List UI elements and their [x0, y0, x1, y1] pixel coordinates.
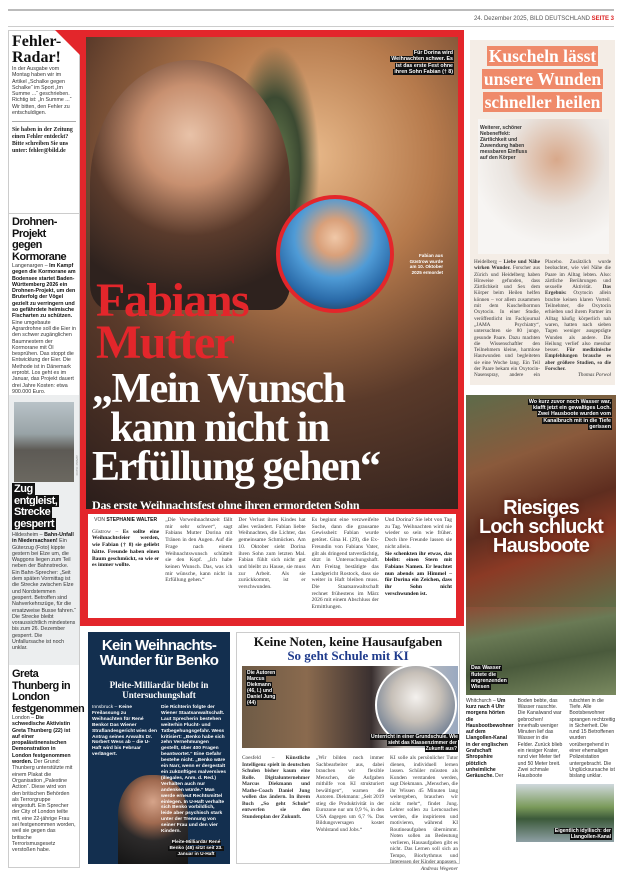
author-signature: Andreas Wegener [420, 865, 458, 872]
article-paragraph: KI solle als persönlicher Tutor dienen, individuell lernen lassen. Schüler müssten als Kunden verstanden werden, sagt Diekmann. „Menschen, die ihr Wissen 45 Minuten lang weitergeben, brauchen wir nicht mehr“, findet Jung. Lehrer sollen zu Lerncoaches werden, die inspirieren und motivieren, während KI Routineaufgaben übernimmt. [390, 755, 458, 833]
photo-credit: FOTO: PRIVAT [75, 455, 79, 476]
headline-line: „Mein Wunsch [92, 366, 345, 412]
subheadline: Das erste Weihnachtsfest ohne ihren ermordeten Sohn [92, 498, 360, 512]
couple-photo-caption: Weiterer, schöner Nebeneffekt: Zärtlichkeit und Zuwendung haben messbaren Einfluss auf den Körper [480, 125, 528, 161]
kuscheln-headline [474, 46, 611, 113]
dateline-place: Whitchurch – [466, 697, 496, 704]
caption-text: Das Wasser flutete die angrenzenden Wiesen [471, 665, 507, 691]
hausboote-article-body [466, 698, 616, 780]
article-paragraph: Der Verlust ihres Kindes hat alles verändert. Fabian liebte Weihnachten, die Lichter, das gemeinsame Schmücken. Am 10. Oktober sieht Dorina ihren Sohn zum letzten Mal. Fabian fühlt sich nicht gut und bleibt zu Hause, sie muss zur Arbeit. Als sie zurückkommt, ist er verschwunden. [238, 517, 306, 591]
zug-text: Ein Güterzug (Foto) kippte gestern bei Elze um, die Waggons liegen zum Teil neben der Bahnstrecke. Ein Bahn-Sprecher: „Seit dem späten Vormittag ist die Strecke zwischen Elze und Nordstemmen gesperrt. Betroffen sind Nahverkehrszüge, für die ersatzweise Busse fahren.“ Die Strecke bleibt voraussichtlich mindestens bis zum 26. Dezember gesperrt. Die Unfallursache ist noch unklar. [12, 538, 76, 652]
canal-idyll-photo [516, 784, 614, 842]
authors-caption [246, 670, 278, 706]
zug-place: Hildesheim – [12, 532, 43, 538]
zug-title [12, 484, 76, 530]
red-band [80, 622, 464, 626]
headline-line: schneller heilen [484, 92, 601, 112]
article-paragraph: Und Dorina? Sie lebt von Tag zu Tag. Weihnachten wird nie wieder so sein wie früher. Doch ihre Freunde lassen sie nicht allein. [384, 517, 453, 550]
article-paragraph: Es beginnt eine verzweifelte Suche, dann die grausame Gewissheit: Fabian wurde getötet. Gina H. (29), die Ex-Freundin von Fabians Vater, gilt als dringend tatverdächtig, sitzt in Untersuchungshaft. Am Freitag bestätigte das Landgericht Rostock, dass sie weiter in Haft bleiben muss. Die Staatsanwaltschaft rechnet frühestens im März 2026 mit einem Abschluss der Ermittlungen. [311, 517, 379, 611]
kicker-line: Mutter [96, 316, 234, 369]
benko-subheadline: Pleite-Milliardär bleibt in Untersuchungshaft [109, 680, 209, 700]
zug-title-text: Zug entgleist, Strecke gesperrt [14, 483, 58, 530]
dateline-place: Heidelberg – [474, 259, 502, 265]
headline-line: Hausboote [492, 534, 590, 557]
author-signature: Thomas Porwol [577, 372, 611, 379]
headline-line: kann nicht in [110, 405, 329, 451]
kicker-line: Fabians [96, 274, 249, 327]
article-lead: Um kurz nach 4 Uhr morgens hörten die Hausbootbewohner auf dem Llangollen-Kanal in der englischen Grafschaft Shropshire plötzlich unheimliche Geräusche. [466, 697, 514, 780]
top-rule [8, 9, 614, 11]
classroom-caption [370, 734, 458, 752]
headline-line: Kuscheln lässt [488, 46, 597, 66]
couple-photo [478, 119, 609, 254]
article-paragraph: Betroffenen wurden vorübergehend in einer ehemaligen Polizeistation untergebracht. Die Unglücksursache ist bislang unklar. [569, 729, 615, 780]
caption-text: Pleite-Milliardär René Benko (48) sitzt seit 23. Januar in U-Haft [169, 840, 223, 857]
kicker [96, 274, 249, 369]
fehler-radar-text: In der Ausgabe vom Montag haben wir im Artikel „Schalke gegen Schalke“ im Sport „Im Summe ...“ geschrieben. Richtig ist: „In Summe ...“ Wir bitten, den Fehler zu entschuldigen. [12, 66, 72, 117]
canal-caption [530, 828, 612, 840]
article-lead: Es sollte eine Weihnachtsfeier werden, wie Fabian († 8) sie geliebt hätte. Freunde haben einen Baum geschmückt, so wie er es immer wollte. [92, 528, 160, 569]
dateline-place: Güstrow – [92, 528, 119, 535]
byline [92, 517, 159, 524]
zug-lead: Bahn-Unfall in Niedersachsen! [12, 532, 74, 545]
article-closing: Sie schenkten ihr etwas, das bleibt: einen Stern mit Fabians Namen. Er leuchtet nun abends am Himmel – für Dorina ein Zeichen, dass ihr Sohn nicht verschwunden ist. [384, 550, 453, 597]
drohnen-title: Drohnen-Projekt gegen Kormorane [12, 216, 67, 263]
drohnen-lead: Im Kampf gegen die Kormorane am Bodensee startet Baden-Württemberg 2026 ein Drohnen-Projekt, um den Bruterfolg der Vögel gezielt zu verringern und so gefährdete heimische Fischarten zu schützen. [12, 263, 76, 320]
article-paragraph: Die Richterin folgte der Wiener Staatsanwaltschaft. Laut Sprecherin bestehen weiterhin Flucht- und Tatbegehungsgefahr. Wess kritisiert: „Benko habe sich zehn Vernehmungen gestellt, über 400 Fragen beantwortet.“ Eine Gefahr bestehe nicht. „Benko wäre ein Narr, wenn er dergestalt ein zukünftiges malversives (illegales, Anm. d. Red.) Verhalten auch nur andenken würde.“ Man werde erneut Rechtsmittel einlegen. [161, 705, 226, 805]
ki-headline [236, 635, 460, 663]
water-caption [470, 665, 514, 690]
header-divider [8, 26, 614, 27]
headline [92, 366, 380, 490]
article-paragraph: „Wir bilden noch immer Sachbearbeiter aus, dabei brauchen wir flexible Menschen, die Aufgaben mithilfe von KI strukturiert bewältigen“, warnen die Autoren. Diekmann: „Seit 2019 stieg die Produktivität in der Eurozone nur um 0,9 %, in den USA dagegen um 6,7 %. Das Bildungsversagen kostet Wohlstand und Jobs.“ [316, 755, 384, 833]
greta-lead: Die schwedische Aktivistin Greta Thunberg (22) ist auf einer propalästinensischen Demonstration in London festgenommen worden. [12, 715, 71, 766]
caption-text: Unterricht in einer Grundschule. Wie sieht das Klassenzimmer der Zukunft aus? [371, 734, 458, 752]
divider [12, 121, 76, 122]
benko-article-body [92, 705, 226, 835]
kuscheln-box [470, 40, 615, 385]
hausboote-headline [476, 496, 606, 557]
byline-author: STEPHANIE WALTER [106, 517, 158, 523]
caption-text: Eigentlich idyllisch: der Llangollen-Kanal [554, 827, 611, 840]
kuscheln-article-body [474, 259, 611, 379]
drohnen-place: Langenargen – [12, 263, 48, 269]
article-closing: Für medizinische Empfehlungen brauche es aber größere Studien, so die Forscher. [545, 347, 611, 373]
article-lead: Keine Freilassung zu Weihnachten für René Benko! Das Wiener Straflandesgericht wies den Antrag seines Anwalts Dr. Norbert Wess ab – die U-Haft wird bis Februar verlängert. [92, 705, 157, 758]
article-paragraph: In einer Studie, veröffentlicht im Fachjournal „JAMA Psychiatry“, untersuchten sie 80 junge, gesunde Paare. Dazu machten die Wissenschaftler den Teilnehmern kleine, harmlose Hautwunden und begleiteten sie eine Woche lang. Ein Teil der Paare bekam ein Oxytocin-Nasenspray, andere ein Placebo. Zusätzlich wurde beobachtet, wie viel Nähe die Paare im Alltag lebten. Also: zärtliche Berührungen und sexuelle Aktivität. [474, 259, 611, 379]
article-paragraph: „Die Vorweihnachtszeit fällt mir sehr schwer“, sagt Fabians Mutter Dorina mit Tränen in den Augen. Auf die Frage nach einem Weihnachtswunsch schüttelt sie den Kopf. „Ich habe keinen Wunsch. Das, was ich mir wünsche, kann nicht in Erfüllung gehen.“ [165, 517, 233, 584]
page-number: SEITE 3 [591, 16, 614, 22]
drohnen-article [12, 217, 76, 395]
article-paragraph: In U-Haft verhalte sich Benko vorbildlich, leide aber psychisch stark unter der Trennung von seiner Frau und den vier Kindern. [161, 799, 225, 835]
main-article-body [88, 514, 456, 618]
headline-line: unsere Wunden [483, 69, 602, 89]
divider [9, 213, 79, 214]
ki-title: Keine Noten, keine Hausaufgaben [253, 634, 443, 649]
ki-article-body [242, 755, 458, 872]
mother-photo-caption [388, 50, 454, 75]
headline-line: Riesiges [503, 496, 579, 519]
drohnen-text: Eine umgebaute Agrardrohne soll die Eier in den schwer zugänglichen Baumnestern der Kormorane mit Öl besprühen. Das stoppt die Entwicklung der Eier. Die Methode ist in Dänemark erprobt. Los geht es im Januar, das Projekt dauert drei Jahre Kosten: etwa 900.000 Euro. [12, 319, 76, 395]
article-paragraph: Forscher aus Zürich und Heidelberg haben Hinweise gefunden, dass Zärtlichkeit und Sex dem Körper beim Heilen helfen können – vor allem zusammen mit dem Kuschelhormon Oxytocin. [474, 265, 540, 316]
greta-article [12, 668, 85, 854]
issue-date: 24. Dezember 2025, BILD DEUTSCHLAND [473, 16, 590, 22]
ki-subtitle: So geht Schule mit KI [287, 648, 409, 663]
canal-breach-caption [520, 399, 612, 430]
byline-prefix: VON [94, 517, 105, 523]
fehler-radar-title: Fehler-Radar! [12, 33, 62, 66]
caption-text: Wo kurz zuvor noch Wasser war, klafft jetzt ein gewaltiges Loch. Zwei Hausboote wurden vom Kanalbruch mit in die Tiefe gerissen [528, 398, 611, 430]
headline-line: Erfüllung gehen“ [92, 444, 380, 490]
right-column [466, 40, 616, 842]
benko-photo-caption [165, 840, 227, 857]
fehler-radar-box [12, 34, 76, 155]
caption-text: Für Dorina wird Weihnachten schwer. Es ist das erste Fest ohne ihren Sohn Fabian († 8) [391, 50, 453, 75]
dateline-place: Coesfeld – [242, 755, 275, 761]
article-paragraph: Oxytocin allein brachte keinen klaren Vorteil. Teilnehmer, die Oxytocin erhielten und ihrem Partner im Alltag häufig körperlich nah waren, hatten nach sieben Tagen weniger ausgeprägte Wunden als andere. Die Heilung verlief also messbar besser. [545, 290, 611, 354]
greta-title: Greta Thunberg in London festgenommen [12, 668, 85, 715]
flooded-meadow-photo [466, 607, 616, 695]
article-paragraph: Noten sollen an Bedeutung verlieren, Hausaufgaben gibt es nicht. Das Lernen soll sich an Tempo, Biorhythmus und Interessen der Kinder anpassen. [390, 833, 458, 865]
mother-figure-image [90, 60, 290, 310]
canal-breach-photo [466, 395, 616, 607]
caption-text: Die Autoren Marcus Diekmann (46, l.) und Daniel Jung (44) [247, 670, 276, 706]
boy-photo [276, 195, 394, 313]
dateline-place: Innsbruck – [92, 705, 118, 710]
fehler-radar-contact: Sie haben in der Zeitung einen Fehler entdeckt? Bitte schreiben Sie uns unter: fehler@bild.de [12, 127, 73, 154]
greta-place: London – [12, 715, 35, 721]
headline-line: Loch schluckt [478, 515, 604, 538]
article-lead: Künstliche Intelligenz spielt in deutschen Schulen bisher kaum eine Rolle. Digitalunternehmer Marcus Diekmann und Mathe-Coach Daniel Jung wollen das ändern. In ihrem Buch „So geht Schule“ entwerfen sie den Stundenplan der Zukunft. [242, 755, 310, 820]
train-photo [14, 402, 74, 482]
article-paragraph: Der Boden bebte, das Wasser rauschte. Die Kanalwand war gebrochen! Innerhalb weniger Minuten lief das Wasser in die Felder. Zurück blieb ein riesiger Krater, rund vier Meter tief und 50 Meter breit. Zwei schmale Hausboote rutschten in die Tiefe. Alle Bootsbewohner sprangen rechtzeitig in Sicherheit. Die rund 15 [495, 697, 616, 780]
result-label: Das Ergebnis: [545, 284, 611, 297]
zug-article [12, 484, 76, 652]
page-header [474, 16, 614, 22]
article-lead: Liebe und Nähe wirken Wunder. [474, 259, 540, 272]
boy-photo-caption: Fabian aus Güstrow wurde am 10. Oktober 2025 ermordet [409, 253, 443, 275]
greta-text: Der Grund: Thunberg unterstützte mit einem Plakat die Organisation „Palestine Action“. Diese wird von den britischen Behörden als Terrorgruppe eingestuft. Ein Sprecher der City of London teilte mit, eine 22-jährige Frau sei festgenommen worden, weil sie gegen das britische Terrorismusgesetz verstoßen habe. [12, 759, 76, 854]
benko-headline: Kein Weihnachts-Wunder für Benko [99, 637, 219, 669]
